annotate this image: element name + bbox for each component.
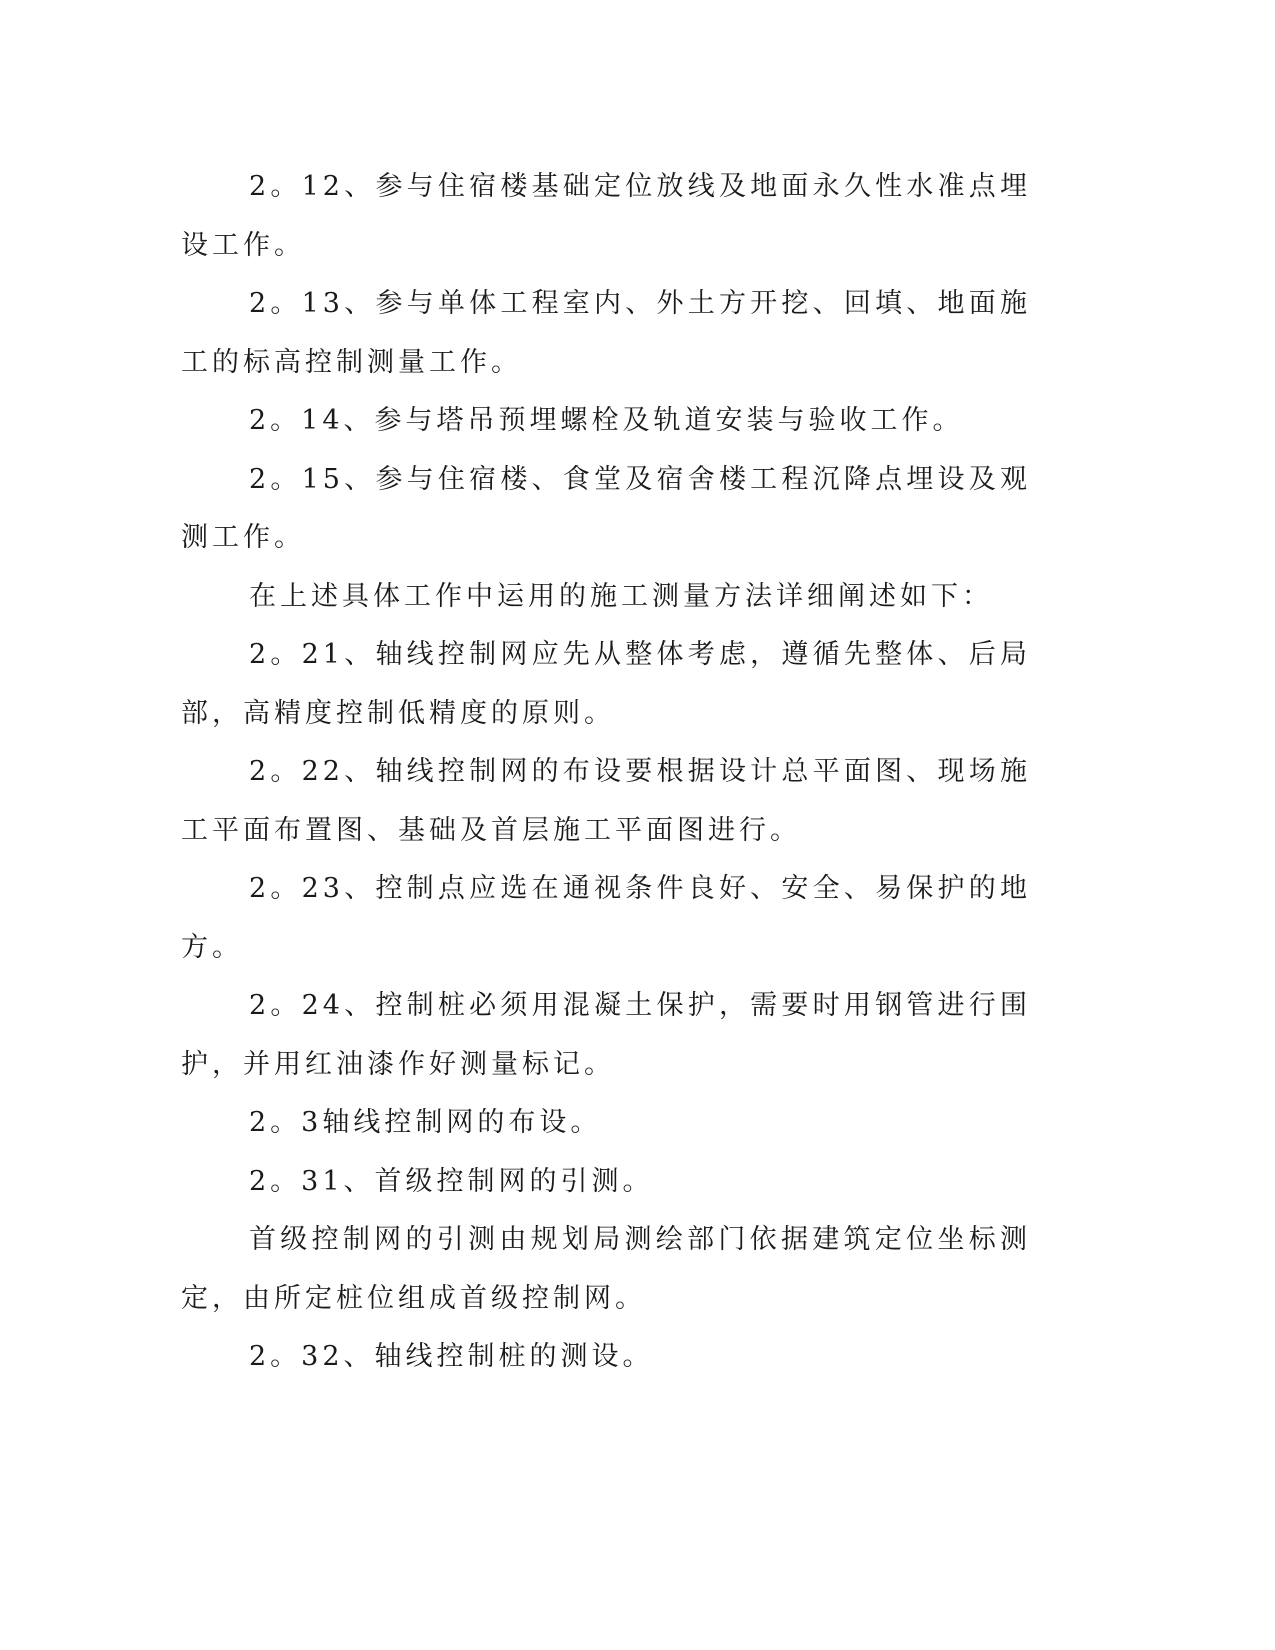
paragraph-2-3: 2。3轴线控制网的布设。 bbox=[249, 1107, 602, 1138]
paragraph-2-14: 2。14、参与塔吊预埋螺栓及轨道安装与验收工作。 bbox=[249, 405, 964, 436]
paragraph-2-22: 2。22、轴线控制网的布设要根据设计总平面图、现场施工平面布置图、基础及首层施工平面图进行。 bbox=[181, 756, 1031, 846]
paragraph-2-23: 2。23、控制点应选在通视条件良好、安全、易保护的地方。 bbox=[181, 873, 1031, 963]
paragraph-2-31: 2。31、首级控制网的引测。 bbox=[249, 1165, 654, 1197]
paragraph-2-12: 2。12、参与住宿楼基础定位放线及地面永久性水准点埋设工作。 bbox=[181, 171, 1031, 261]
paragraph-2-13: 2。13、参与单体工程室内、外土方开挖、回填、地面施工的标高控制测量工作。 bbox=[181, 288, 1031, 378]
document-body bbox=[181, 158, 1031, 1387]
paragraph-2-21: 2。21、轴线控制网应先从整体考虑，遵循先整体、后局部，高精度控制低精度的原则。 bbox=[181, 639, 1031, 729]
paragraph-2-32: 2。32、轴线控制桩的测设。 bbox=[249, 1341, 654, 1372]
paragraph-2-15: 2。15、参与住宿楼、食堂及宿舍楼工程沉降点埋设及观测工作。 bbox=[181, 463, 1031, 553]
paragraph-first-level-network: 首级控制网的引测由规划局测绘部门依据建筑定位坐标测定，由所定桩位组成首级控制网。 bbox=[181, 1224, 1031, 1314]
paragraph-2-24: 2。24、控制桩必须用混凝土保护，需要时用钢管进行围护，并用红油漆作好测量标记。 bbox=[181, 990, 1031, 1080]
paragraph-methods-intro: 在上述具体工作中运用的施工测量方法详细阐述如下： bbox=[249, 580, 993, 612]
